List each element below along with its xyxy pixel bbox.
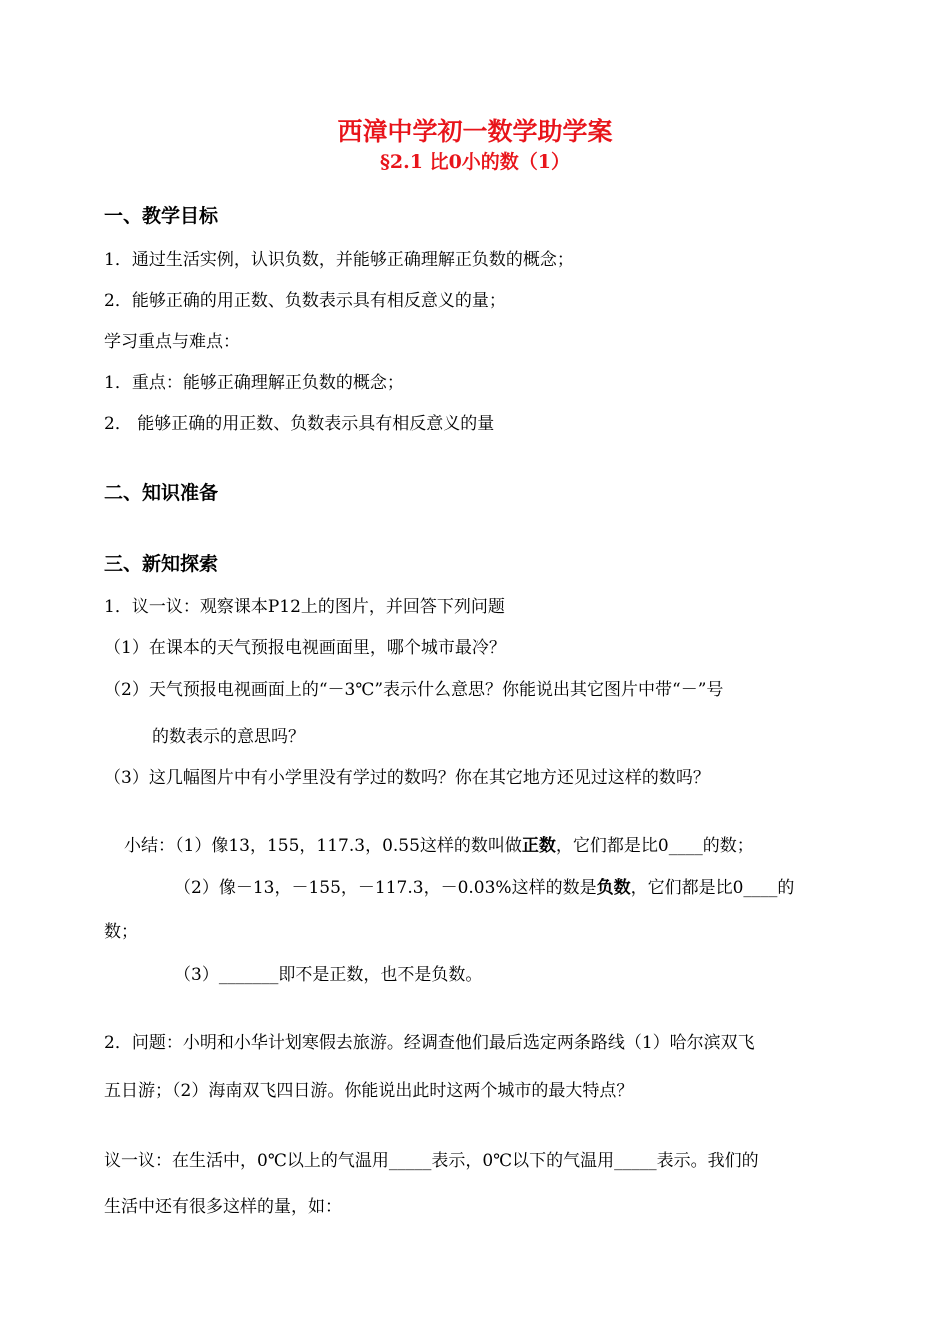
- key-point-2: 2． 能够正确的用正数、负数表示具有相反意义的量: [104, 414, 495, 434]
- discussion-cont: 生活中还有很多这样的量，如：: [104, 1197, 342, 1217]
- section-heading-preparation: 二、知识准备: [104, 482, 219, 504]
- question-1-sub-1: （1）在课本的天气预报电视画面里，哪个城市最冷？: [104, 638, 506, 658]
- question-2-cont: 五日游；（2）海南双飞四日游。你能说出此时这两个城市的最大特点？: [104, 1081, 634, 1101]
- page-subtitle: §2.1 比0小的数（1）: [379, 151, 571, 173]
- summary-line-3: （3）_______即不是正数，也不是负数。: [174, 965, 483, 985]
- summary-line-1: 小结：（1）像13，155，117.3，0.55这样的数叫做正数，它们都是比0____的数；: [124, 836, 754, 856]
- objective-item-1: 1．通过生活实例，认识负数，并能够正确理解正负数的概念；: [104, 250, 574, 270]
- discussion: 议一议：在生活中，0℃以上的气温用_____表示，0℃以下的气温用_____表示。我们的: [104, 1151, 759, 1171]
- page-title: 西漳中学初一数学助学案: [337, 117, 613, 146]
- objective-item-2: 2．能够正确的用正数、负数表示具有相反意义的量；: [104, 291, 506, 311]
- question-1-sub-2-cont: 的数表示的意思吗？: [152, 727, 305, 747]
- question-1: 1．议一议：观察课本P12上的图片，并回答下列问题: [104, 597, 505, 617]
- term-positive: 正数: [521, 836, 556, 856]
- question-1-sub-3: （3）这几幅图片中有小学里没有学过的数吗？你在其它地方还见过这样的数吗？: [104, 768, 710, 788]
- section-heading-exploration: 三、新知探索: [104, 553, 219, 575]
- question-1-sub-2: （2）天气预报电视画面上的“－3℃”表示什么意思？你能说出其它图片中带“－”号: [104, 680, 724, 700]
- question-2: 2．问题：小明和小华计划寒假去旅游。经调查他们最后选定两条路线（1）哈尔滨双飞: [104, 1033, 755, 1053]
- summary-line-2: （2）像－13，－155，－117.3，－0.03%这样的数是负数，它们都是比0____的: [174, 878, 795, 898]
- term-negative: 负数: [596, 878, 631, 898]
- key-point-1: 1．重点：能够正确理解正负数的概念；: [104, 373, 404, 393]
- summary-line-2-wrap: 数；: [104, 922, 138, 942]
- section-heading-objectives: 一、教学目标: [104, 205, 219, 227]
- key-points-label: 学习重点与难点：: [104, 332, 240, 352]
